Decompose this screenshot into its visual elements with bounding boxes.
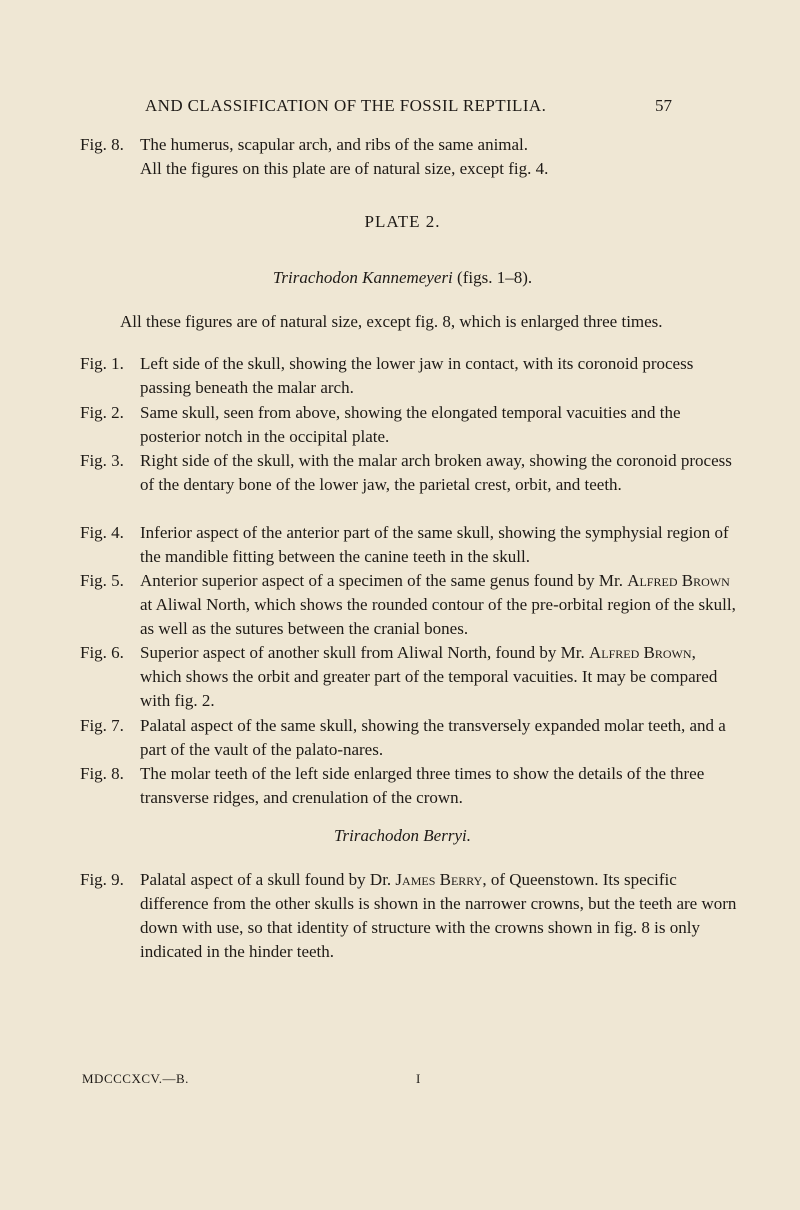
fig-text: Inferior aspect of the anterior part of the same skull, showing the symphysial region of the mandible fitting between the canine teeth in the skull. bbox=[140, 523, 729, 566]
note-text: All the figures on this plate are of natural size, except fig. 4. bbox=[140, 159, 549, 178]
plate-note: All these figures are of natural size, except fig. 8, which is enlarged three times. bbox=[120, 312, 663, 331]
fig-text bbox=[140, 868, 740, 964]
species-heading-1 bbox=[80, 268, 725, 288]
running-head: AND CLASSIFICATION OF THE FOSSIL REPTILIA. bbox=[145, 96, 547, 115]
fig-label: Fig. 3. bbox=[80, 451, 124, 470]
fig-7 bbox=[80, 714, 740, 762]
fig-label: Fig. 6. bbox=[80, 643, 124, 662]
fig-label: Fig. 4. bbox=[80, 523, 124, 542]
fig-9 bbox=[80, 868, 740, 964]
fig-label: Fig. 7. bbox=[80, 716, 124, 735]
fig-4 bbox=[80, 521, 740, 569]
fig-label: Fig. 5. bbox=[80, 571, 124, 590]
species-name: Trirachodon Berryi. bbox=[334, 826, 471, 845]
printer-signature: MDCCCXCV.—B. bbox=[82, 1071, 189, 1086]
fig-text-part: , which shows the orbit and greater part of the temporal vacuities. It may be compared with fig. 2. bbox=[140, 643, 718, 710]
fig-text: The humerus, scapular arch, and ribs of the same animal. bbox=[140, 135, 529, 154]
fig-text bbox=[140, 569, 740, 641]
species-name: Trirachodon Kannemeyeri bbox=[272, 268, 453, 287]
fig-1 bbox=[80, 352, 740, 400]
fig-label: Fig. 8. bbox=[80, 764, 124, 783]
fig-text-part: Palatal aspect of a skull found by Dr. bbox=[140, 870, 392, 889]
fig-text-part: Superior aspect of another skull from Aliwal North, found by Mr. bbox=[140, 643, 585, 662]
fig-2 bbox=[80, 401, 740, 449]
plate-title: PLATE 2. bbox=[364, 212, 441, 231]
fig-text-part: at Aliwal North, which shows the rounded contour of the pre-orbital region of the skull, as well as the sutures between the cranial bones. bbox=[140, 595, 736, 638]
fig-6 bbox=[80, 641, 740, 713]
person-name: Alfred Brown bbox=[589, 643, 692, 662]
species-heading-2 bbox=[80, 826, 725, 846]
person-name: James Berry bbox=[395, 870, 483, 889]
intro-fig-8 bbox=[80, 133, 740, 157]
fig-text: Same skull, seen from above, showing the elongated temporal vacuities and the posterior notch in the occipital plate. bbox=[140, 403, 681, 446]
fig-label: Fig. 8. bbox=[80, 135, 124, 154]
fig-text-part: , of Queenstown. Its specific difference from the other skulls is shown in the narrower crowns, but the teeth are worn down with use, so that identity of structure with the crowns shown in fig. 8 is only indicated in the hinder teeth. bbox=[140, 870, 737, 961]
fig-3 bbox=[80, 449, 740, 497]
signature-letter: I bbox=[416, 1071, 421, 1086]
fig-label: Fig. 9. bbox=[80, 870, 124, 889]
fig-label: Fig. 1. bbox=[80, 354, 124, 373]
person-name: Alfred Brown bbox=[627, 571, 730, 590]
fig-text: Right side of the skull, with the malar arch broken away, showing the coronoid process of the dentary bone of the lower jaw, the parietal crest, orbit, and teeth. bbox=[140, 451, 732, 494]
fig-text-part: Anterior superior aspect of a specimen of the same genus found by Mr. bbox=[140, 571, 623, 590]
fig-text: Left side of the skull, showing the lower jaw in contact, with its coronoid process passing beneath the malar arch. bbox=[140, 354, 694, 397]
fig-text: Palatal aspect of the same skull, showing the transversely expanded molar teeth, and a part of the vault of the palato-nares. bbox=[140, 716, 726, 759]
fig-label: Fig. 2. bbox=[80, 403, 124, 422]
page-number: 57 bbox=[655, 96, 672, 115]
fig-text: The molar teeth of the left side enlarged three times to show the details of the three transverse ridges, and crenulation of the crown. bbox=[140, 764, 705, 807]
fig-8 bbox=[80, 762, 740, 810]
natural-size-note bbox=[80, 157, 740, 181]
fig-text bbox=[140, 641, 740, 713]
fig-5 bbox=[80, 569, 740, 641]
species-range: (figs. 1–8). bbox=[457, 268, 533, 287]
